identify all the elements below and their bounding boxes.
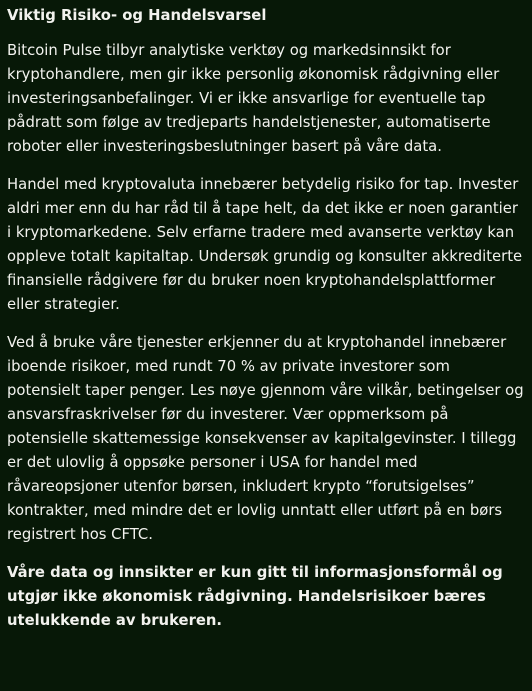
paragraph-disclaimer: Bitcoin Pulse tilbyr analytiske verktøy og markedsinnsikt for kryptohandlere, men gir ikke personlig økonomisk rådgivning eller investeringsanbefalinger. Vi er ikke ansvarlige for eventuelle tap pådratt som følge av tredjeparts handelstjenester, automatiserte roboter eller investeringsbeslutninger basert på våre data. [7,42,500,155]
paragraph-acknowledgement: Ved å bruke våre tjenester erkjenner du at kryptohandel innebærer iboende risikoer, med rundt 70 % av private investorer som potensielt taper penger. Les nøye gjennom våre vilkår, betingelser og ansvarsfraskrivelser før du investerer. Vær oppmerksom på potensielle skattemessige konsekvenser av kapitalgevinster. I tillegg er det ulovlig å oppsøke personer i USA for handel med råvareopsjoner utenfor børsen, inkludert krypto “forutsigelses” kontrakter, med mindre det er lovlig unntatt eller utført på en børs registrert hos CFTC. [7,334,524,543]
notice-title: Viktig Risiko- og Handelsvarsel [7,7,267,24]
paragraph-risk: Handel med kryptovaluta innebærer betydelig risiko for tap. Invester aldri mer enn du har råd til å tape helt, da det ikke er noen garantier i kryptomarkedene. Selv erfarne tradere med avanserte verktøy kan oppleve totalt kapitaltap. Undersøk grundig og konsulter akkrediterte finansielle rådgivere før du bruker noen kryptohandelsplattformer eller strategier. [7,176,523,313]
closing-statement: Våre data og innsikter er kun gitt til informasjonsformål og utgjør ikke økonomisk rådgivning. Handelsrisikoer bæres utelukkende av brukeren. [7,564,503,629]
